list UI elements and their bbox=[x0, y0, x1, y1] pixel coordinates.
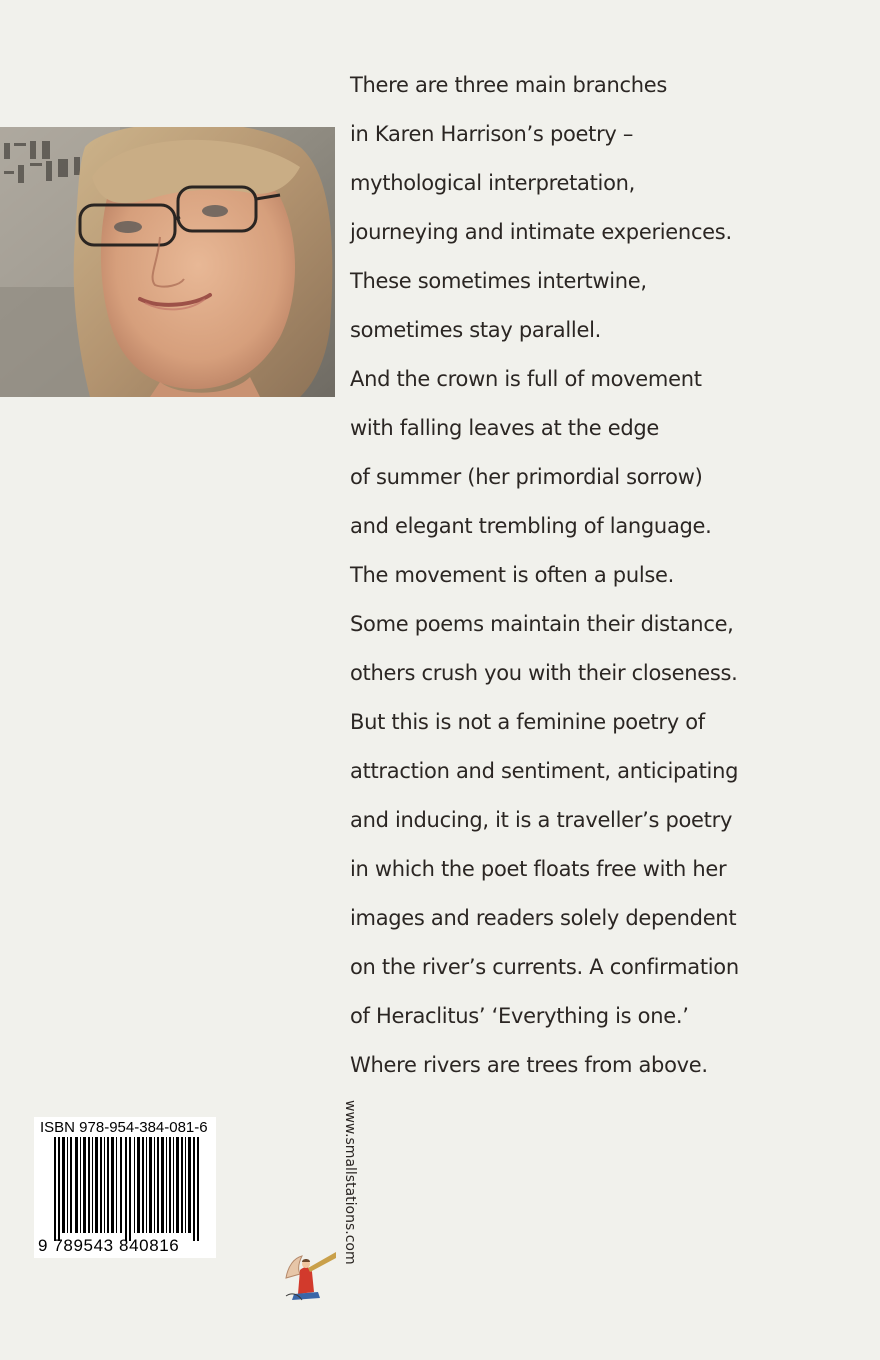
blurb-line: There are three main branches bbox=[350, 73, 667, 97]
blurb-line: journeying and intimate experiences. bbox=[350, 220, 732, 244]
blurb-line: and elegant trembling of language. bbox=[350, 514, 712, 538]
blurb-line: mythological interpretation, bbox=[350, 171, 636, 195]
back-cover-blurb bbox=[350, 61, 750, 1090]
blurb-line: And the crown is full of movement bbox=[350, 367, 702, 391]
isbn-barcode bbox=[34, 1117, 216, 1258]
isbn-label: ISBN 978-954-384-081-6 bbox=[40, 1119, 208, 1136]
blurb-line: Some poems maintain their distance, bbox=[350, 612, 734, 636]
blurb-line: These sometimes intertwine, bbox=[350, 269, 647, 293]
blurb-line: of Heraclitus’ ‘Everything is one.’ bbox=[350, 1004, 689, 1028]
barcode-bars bbox=[54, 1137, 214, 1241]
blurb-line: and inducing, it is a traveller’s poetry bbox=[350, 808, 733, 832]
blurb-line: with falling leaves at the edge bbox=[350, 416, 660, 440]
blurb-line: Where rivers are trees from above. bbox=[350, 1053, 708, 1077]
blurb-line: The movement is often a pulse. bbox=[350, 563, 674, 587]
blurb-line: But this is not a feminine poetry of bbox=[350, 710, 705, 734]
blurb-line: sometimes stay parallel. bbox=[350, 318, 601, 342]
blurb-line: in Karen Harrison’s poetry – bbox=[350, 122, 634, 146]
blurb-line: images and readers solely dependent bbox=[350, 906, 737, 930]
author-photo bbox=[0, 127, 335, 397]
barcode-digits: 9 789543 840816 bbox=[38, 1236, 180, 1255]
blurb-line: in which the poet floats free with her bbox=[350, 857, 727, 881]
publisher-website[interactable]: www.smallstations.com bbox=[342, 1100, 358, 1265]
blurb-line: on the river’s currents. A confirmation bbox=[350, 955, 739, 979]
blurb-line: of summer (her primordial sorrow) bbox=[350, 465, 703, 489]
angel-trumpet-logo-icon bbox=[280, 1248, 340, 1302]
blurb-line: attraction and sentiment, anticipating bbox=[350, 759, 739, 783]
blurb-line: others crush you with their closeness. bbox=[350, 661, 738, 685]
